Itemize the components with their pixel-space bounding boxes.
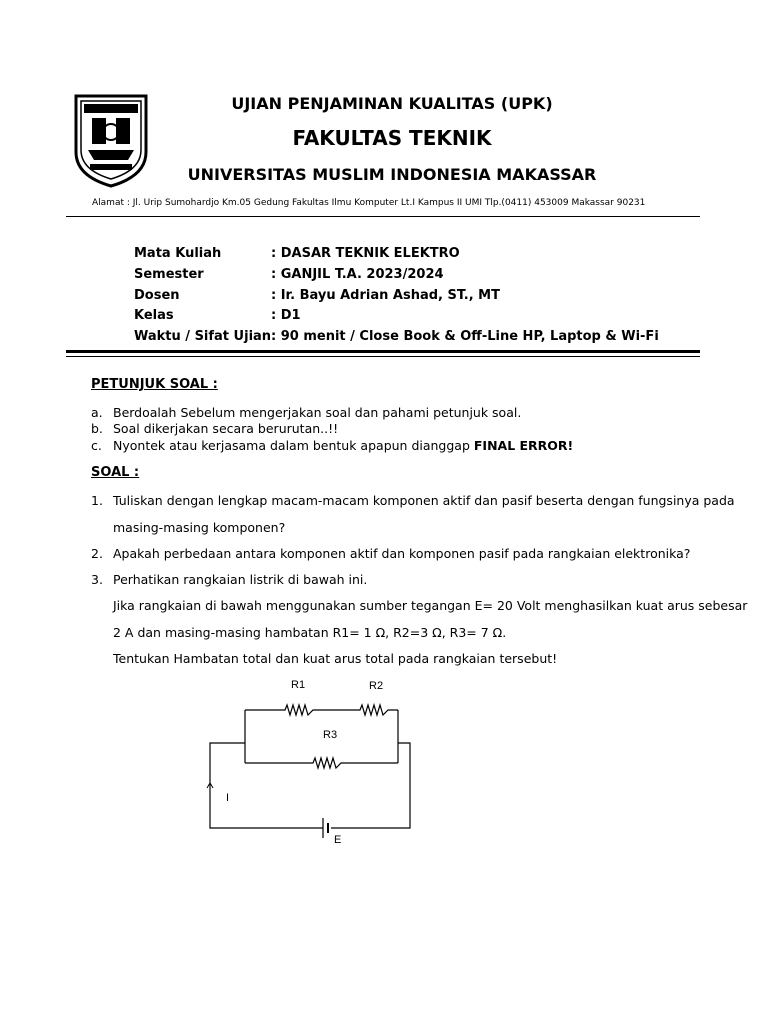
label-source: E [334, 834, 342, 846]
question-3-line4: Tentukan Hambatan total dan kuat arus total pada rangkaian tersebut! [113, 651, 558, 666]
info-label: Semester [134, 267, 204, 282]
info-value: : 90 menit / Close Book & Off-Line HP, Laptop & Wi-Fi [271, 329, 659, 344]
label-r3: R3 [323, 729, 338, 741]
info-value: : Ir. Bayu Adrian Ashad, ST., MT [271, 288, 500, 303]
questions-heading: SOAL : [91, 465, 140, 480]
item-text: Berdoalah Sebelum mengerjakan soal dan pahami petunjuk soal. [113, 405, 522, 420]
question-text: Apakah perbedaan antara komponen aktif dan komponen pasif pada rangkaian elektronika? [113, 546, 691, 561]
info-label: Waktu / Sifat Ujian [134, 329, 272, 344]
item-marker: a. [91, 405, 103, 420]
item-emphasis: FINAL ERROR! [473, 438, 574, 453]
info-divider-thin [66, 356, 700, 357]
header-divider [66, 216, 700, 217]
item-text-wrap [113, 438, 573, 453]
item-text: Soal dikerjakan secara berurutan..!! [113, 421, 339, 436]
question-3-line3: 2 A dan masing-masing hambatan R1= 1 Ω, R2=3 Ω, R3= 7 Ω. [113, 625, 507, 640]
question-number: 3. [91, 572, 103, 587]
info-value: : D1 [271, 308, 301, 323]
question-number: 2. [91, 546, 103, 561]
university-title: UNIVERSITAS MUSLIM INDONESIA MAKASSAR [187, 165, 597, 184]
instructions-heading: PETUNJUK SOAL : [91, 377, 218, 392]
label-current: I [226, 792, 230, 804]
item-marker: b. [91, 421, 103, 436]
exam-title: UJIAN PENJAMINAN KUALITAS (UPK) [231, 94, 553, 113]
question-1-continued: masing-masing komponen? [113, 520, 286, 535]
question-3-line2: Jika rangkaian di bawah menggunakan sumber tegangan E= 20 Volt menghasilkan kuat arus sebesar [113, 598, 748, 613]
item-text: Nyontek atau kerjasama dalam bentuk apapun dianggap [113, 438, 474, 453]
question-text: Perhatikan rangkaian listrik di bawah ini. [113, 572, 368, 587]
info-divider-thick [66, 350, 700, 353]
address-line: Alamat : Jl. Urip Sumohardjo Km.05 Gedung Fakultas Ilmu Komputer Lt.I Kampus II UMI Tlp.(0411) 453009 Makassar 90231 [92, 198, 646, 208]
info-label: Dosen [134, 288, 180, 303]
circuit-wires [210, 705, 410, 828]
item-marker: c. [91, 438, 102, 453]
info-label: Kelas [134, 308, 174, 323]
info-value: : GANJIL T.A. 2023/2024 [271, 267, 444, 282]
label-r2: R2 [369, 680, 384, 692]
question-number: 1. [91, 493, 103, 508]
label-r1: R1 [291, 679, 306, 691]
info-value: : DASAR TEKNIK ELEKTRO [271, 246, 460, 261]
question-text: Tuliskan dengan lengkap macam-macam komponen aktif dan pasif beserta dengan fungsinya pada [113, 493, 735, 508]
circuit-diagram [195, 675, 425, 850]
info-label: Mata Kuliah [134, 246, 222, 261]
faculty-title: FAKULTAS TEKNIK [292, 126, 492, 150]
